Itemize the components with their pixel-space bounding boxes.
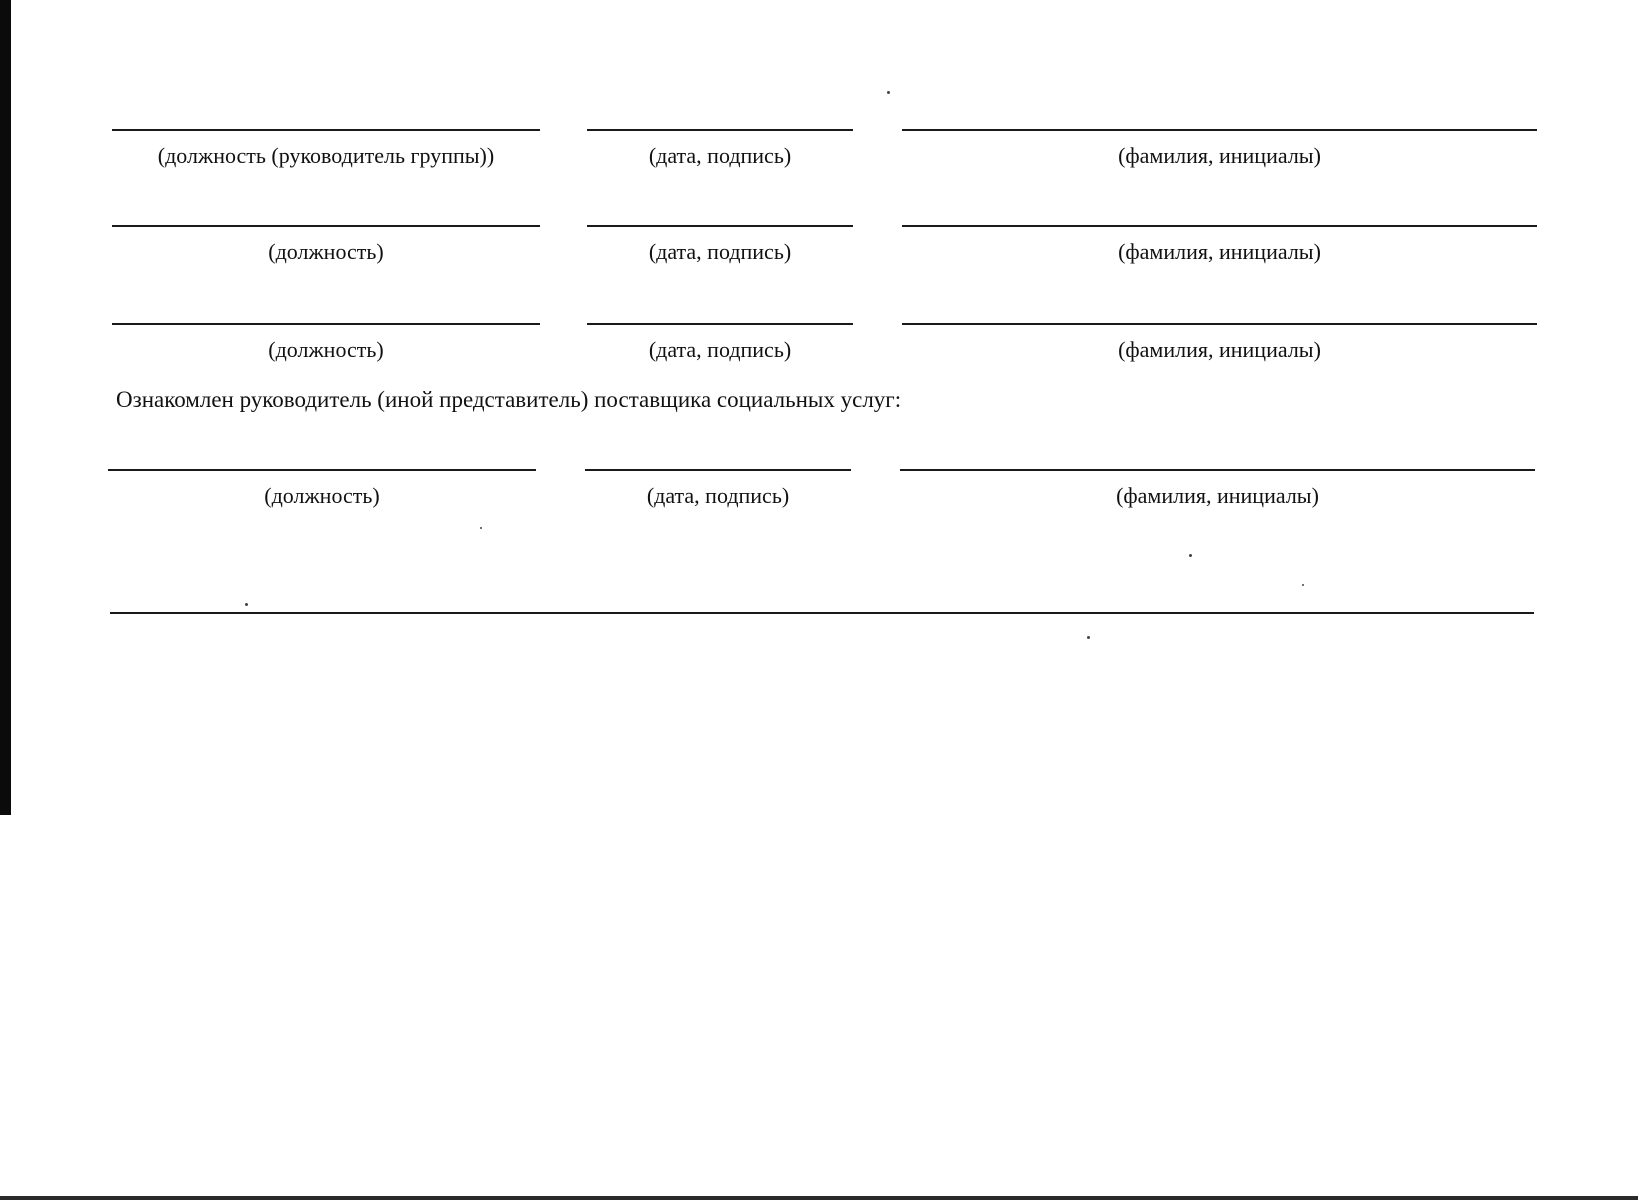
date-signature-line [587, 129, 853, 131]
scan-speck [887, 91, 890, 94]
position-line [112, 129, 540, 131]
name-initials-field [902, 323, 1537, 363]
position-line [108, 469, 536, 471]
scan-edge-left [0, 0, 11, 815]
acknowledgement-signature-row [0, 469, 1638, 529]
date-signature-field [587, 129, 853, 169]
position-field [112, 323, 540, 363]
date-signature-caption: (дата, подпись) [648, 239, 792, 264]
date-signature-field [585, 469, 851, 509]
closing-rule [110, 612, 1534, 614]
name-initials-field [902, 129, 1537, 169]
name-initials-caption: (фамилия, инициалы) [1118, 239, 1321, 264]
date-signature-field [587, 225, 853, 265]
name-initials-line [902, 323, 1537, 325]
name-initials-caption: (фамилия, инициалы) [1116, 483, 1319, 508]
scan-speck [245, 603, 248, 606]
scan-speck [1087, 636, 1090, 639]
position-caption: (должность) [268, 239, 384, 264]
scan-speck [1302, 584, 1304, 586]
position-caption: (должность) [264, 483, 380, 508]
position-field [112, 225, 540, 265]
signature-row-1 [0, 129, 1638, 189]
date-signature-line [587, 323, 853, 325]
name-initials-line [902, 225, 1537, 227]
date-signature-line [585, 469, 851, 471]
signature-row-3 [0, 323, 1638, 383]
name-initials-line [900, 469, 1535, 471]
name-initials-caption: (фамилия, инициалы) [1118, 143, 1321, 168]
signature-row-2 [0, 225, 1638, 285]
scan-edge-bottom [0, 1196, 1638, 1200]
scan-speck [480, 527, 482, 529]
date-signature-field [587, 323, 853, 363]
date-signature-caption: (дата, подпись) [646, 483, 790, 508]
name-initials-field [902, 225, 1537, 265]
date-signature-caption: (дата, подпись) [648, 337, 792, 362]
name-initials-caption: (фамилия, инициалы) [1118, 337, 1321, 362]
position-field [108, 469, 536, 509]
date-signature-line [587, 225, 853, 227]
position-line [112, 225, 540, 227]
scan-speck [1189, 554, 1192, 557]
position-caption: (должность (руководитель группы)) [157, 143, 495, 168]
name-initials-field [900, 469, 1535, 509]
position-line [112, 323, 540, 325]
position-field [112, 129, 540, 169]
date-signature-caption: (дата, подпись) [648, 143, 792, 168]
position-caption: (должность) [268, 337, 384, 362]
name-initials-line [902, 129, 1537, 131]
acknowledgement-statement: Ознакомлен руководитель (иной представитель) поставщика социальных услуг: [116, 387, 902, 412]
